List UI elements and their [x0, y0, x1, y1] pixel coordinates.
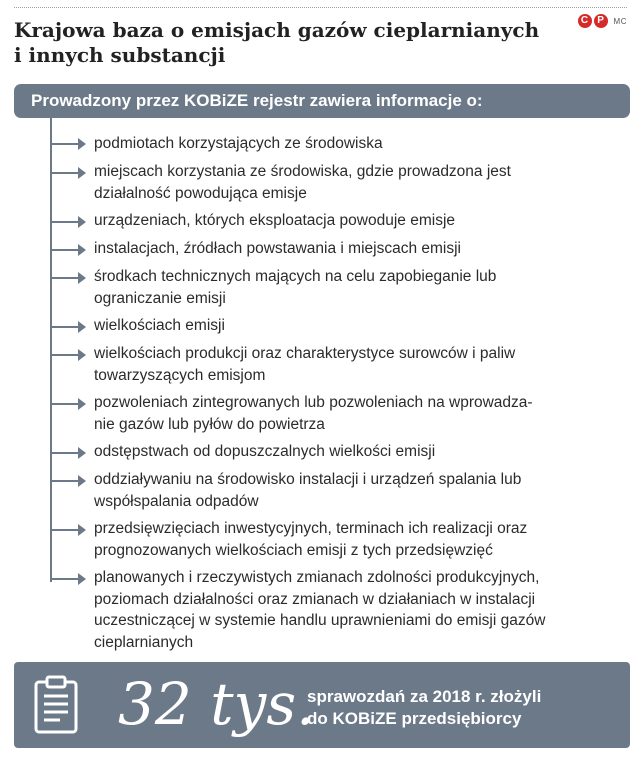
list-item-line: uczestniczącej w systemie handlu uprawnieniami do emisji gazów	[94, 612, 546, 629]
report-description-line: do KOBiZE przedsiębiorcy	[307, 709, 522, 728]
top-rule	[14, 7, 627, 8]
list-item-line: instalacjach, źródłach powstawania i miejscach emisji	[94, 240, 461, 257]
arrow-icon	[50, 321, 86, 333]
arrow-icon	[50, 216, 86, 228]
arrow-icon	[50, 138, 86, 150]
list-item-line: cieplarnianych	[94, 633, 194, 651]
list-item	[94, 343, 624, 386]
arrow-icon	[50, 475, 86, 487]
list-item-line: pozwoleniach zintegrowanych lub pozwoleniach na wprowadza-	[94, 394, 533, 411]
list-item	[94, 161, 624, 204]
section-header: Prowadzony przez KOBiZE rejestr zawiera informacje o:	[14, 84, 630, 118]
copyright-icon: C	[578, 14, 592, 28]
arrow-icon	[50, 524, 86, 536]
arrow-icon	[50, 398, 86, 410]
document-icon	[34, 674, 78, 734]
report-description-line: sprawozdań za 2018 r. złożyli	[307, 687, 542, 706]
author-initials: MC	[613, 16, 627, 26]
list-item-line: odstępstwach od dopuszczalnych wielkości emisji	[94, 443, 436, 460]
list-item-line: podmiotach korzystających ze środowiska	[94, 135, 383, 152]
list-item-line: ograniczanie emisji	[94, 289, 226, 307]
list-item-line: towarzyszących emisjom	[94, 366, 266, 384]
list-item-line: urządzeniach, których eksploatacja powoduje emisje	[94, 212, 456, 229]
list-item-line: oddziaływaniu na środowisko instalacji i urządzeń spalania lub	[94, 471, 522, 488]
list-item-line: planowanych i rzeczywistych zmianach zdolności produkcyjnych,	[94, 569, 540, 586]
list-item	[94, 567, 624, 653]
title-line-1: Krajowa baza o emisjach gazów cieplarnianych	[14, 18, 540, 42]
arrow-icon	[50, 447, 86, 459]
list-item-line: wielkościach emisji	[94, 317, 225, 334]
list-item-line: środkach technicznych mających na celu zapobieganie lub	[94, 268, 497, 285]
list-item-line: prognozowanych wielkościach emisji z tych przedsięwzięć	[94, 541, 493, 559]
arrow-icon	[50, 573, 86, 585]
list-item	[94, 266, 624, 309]
list-item-line: współspalania odpadów	[94, 492, 259, 510]
arrow-icon	[50, 349, 86, 361]
list-item	[94, 392, 624, 435]
publisher-p-icon: P	[594, 14, 608, 28]
arrow-icon	[50, 272, 86, 284]
list-item	[94, 315, 624, 337]
title-line-2: i innych substancji	[14, 43, 226, 67]
report-count: 32 tys.	[118, 670, 315, 738]
page-title	[14, 18, 574, 68]
list-item-line: wielkościach produkcji oraz charakterystyce surowców i paliw	[94, 345, 516, 362]
list-item-line: działalność powodująca emisje	[94, 184, 307, 202]
arrow-icon	[50, 167, 86, 179]
list-item	[94, 441, 624, 463]
publisher-logo	[578, 14, 627, 28]
arrow-icon	[50, 244, 86, 256]
list-item	[94, 518, 624, 561]
list-item-line: miejscach korzystania ze środowiska, gdzie prowadzona jest	[94, 163, 511, 180]
list-item-line: przedsięwzięciach inwestycyjnych, terminach ich realizacji oraz	[94, 520, 528, 537]
list-item	[94, 210, 624, 232]
list-item-line: poziomach działalności oraz zmianach w działaniach w instalacji	[94, 590, 536, 608]
list-item	[94, 469, 624, 512]
list-item	[94, 133, 624, 155]
summary-footer	[14, 662, 630, 748]
list-item-line: nie gazów lub pyłów do powietrza	[94, 415, 325, 433]
list-item	[94, 238, 624, 260]
report-description	[307, 686, 607, 730]
